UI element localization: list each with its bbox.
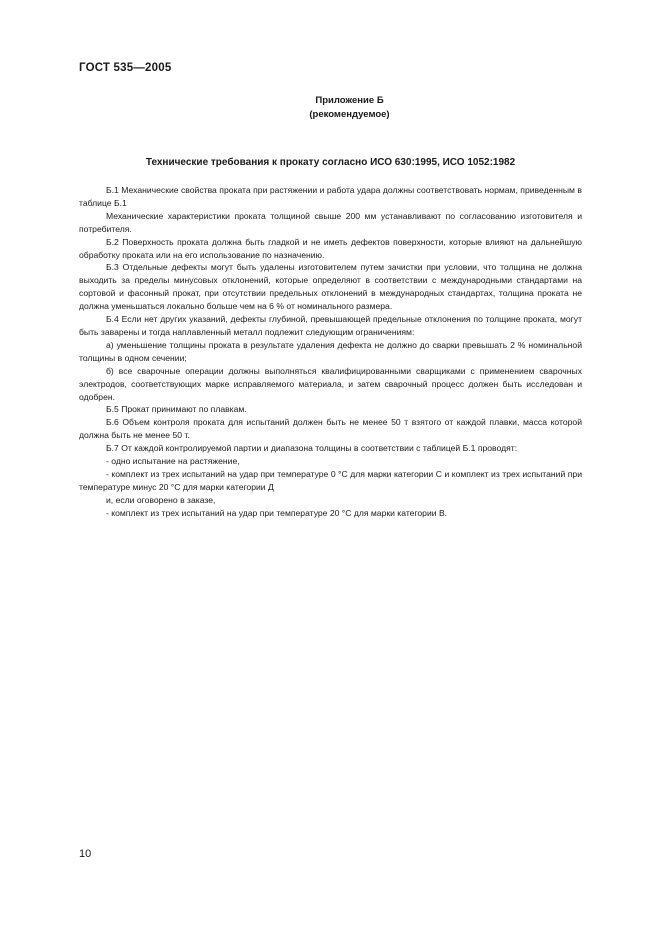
- list-item-impact-test-20c: - комплект из трех испытаний на удар при температуре 20 °С для марки категории В.: [106, 507, 448, 518]
- paragraph-b2: Б.2 Поверхность проката должна быть гладкой и не иметь дефектов поверхности, которые влияют на дальнейшую обработку проката или на его использование по назначению.: [79, 236, 582, 260]
- list-item-if-ordered: и, если оговорено в заказе,: [106, 494, 216, 505]
- page-number: 10: [79, 848, 92, 860]
- paragraph-b7: Б.7 От каждой контролируемой партии и диапазона толщины в соответствии с таблицей Б.1 проводят:: [106, 443, 518, 454]
- list-item-impact-test-0c: - комплект из трех испытаний на удар при температуре 0 °С для марки категории С и комплект из трех испытаний при температуре минус 20 °С для марки категории Д: [79, 468, 582, 492]
- paragraph-b6: Б.6 Объем контроля проката для испытаний должен быть не менее 50 т взятого от каждой плавки, масса которой должна быть не менее 50 т.: [79, 417, 582, 441]
- paragraph-b3: Б.3 Отдельные дефекты могут быть удалены изготовителем путем зачистки при условии, что толщина не должна выходить за пределы минусовых отклонений, которые определяют в соответствии с международными стандартами на сортовой и фасонный прокат, при отсутствии предельных отклонений в международных стандартах, толщина проката не должна уменьшаться локально больше чем на 6 % от номинального размера.: [79, 262, 582, 312]
- paragraph-b5: Б.5 Прокат принимают по плавкам.: [106, 404, 247, 415]
- paragraph-b1-note: Механические характеристики проката толщиной свыше 200 мм устанавливают по согласованию изготовителя и потребителя.: [79, 210, 582, 234]
- annex-status: (рекомендуемое): [309, 109, 390, 120]
- paragraph-b4: Б.4 Если нет других указаний, дефекты глубиной, превышающей предельные отклонения по толщине проката, могут быть заварены и тогда наплавленный металл подлежит следующим ограничениям:: [79, 314, 582, 337]
- section-title: Технические требования к прокату согласно ИСО 630:1995, ИСО 1052:1982: [145, 157, 516, 168]
- document-code: ГОСТ 535—2005: [79, 62, 172, 74]
- list-item-tension-test: - одно испытание на растяжение,: [106, 456, 240, 467]
- paragraph-b1: Б.1 Механические свойства проката при растяжении и работа удара должны соответствовать нормам, приведенным в таблице Б.1: [79, 185, 582, 208]
- paragraph-b4-a: а) уменьшение толщины проката в результате удаления дефекта не должно до сварки превышать 2 % номинальной толщины в одном сечении;: [79, 339, 582, 363]
- document-body: [79, 184, 582, 520]
- paragraph-b4-b: б) все сварочные операции должны выполняться квалифицированными сварщиками с применением сварочных электродов, соответствующих марке исправляемого материала, и затем сварочный процесс должен быть исследован и одобрен.: [79, 365, 582, 402]
- annex-title: Приложение Б: [315, 95, 384, 106]
